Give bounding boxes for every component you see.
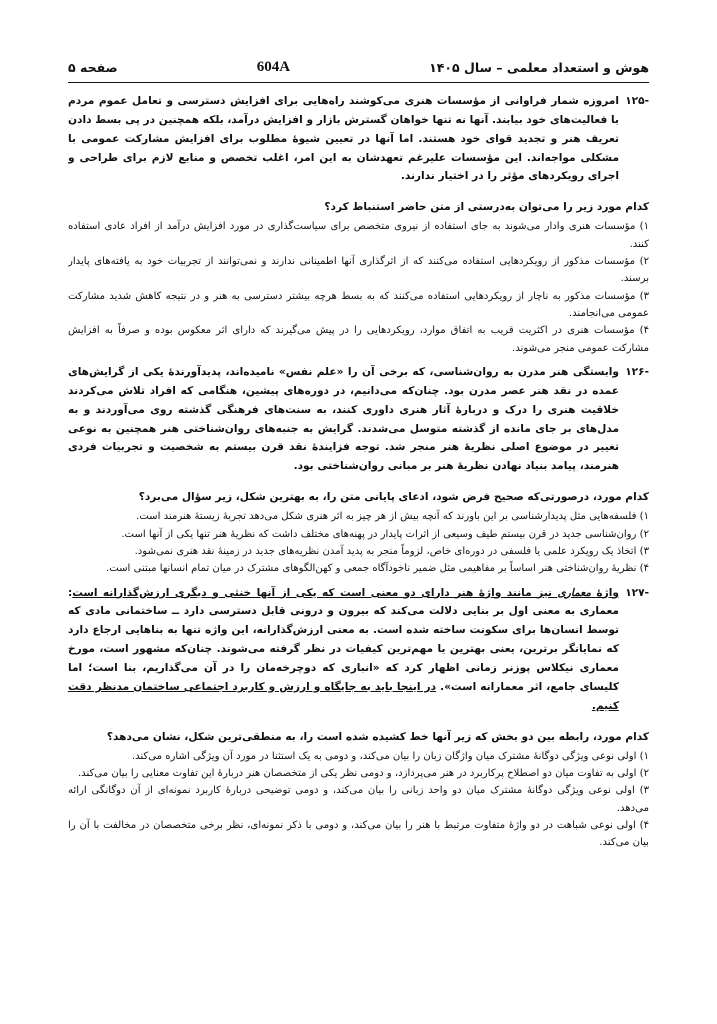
answer-option-2[interactable]: ۲) روان‌شناسی جدید در قرن بیستم طیف وسیعی از اثرات پایدار در پهنه‌های مختلف داشت که نظریهٔ هنر تنها یکی از آنها است. <box>121 528 649 540</box>
answer-option-3[interactable]: ۳) مؤسسات مذکور به ناچار از رویکردهایی استفاده می‌کنند که به بسط هرچه بیشتر دسترسی به هنر و در نتیجه کاهش شدید مشارکت عمومی می‌انجامند. <box>68 290 649 320</box>
questions-container <box>68 92 649 994</box>
answer-options <box>68 218 649 357</box>
answer-option-4[interactable]: ۴) نظریهٔ روان‌شناختی هنر اساساً بر مفاهیمی مثل ضمیر ناخودآگاه جمعی و کهن‌الگوهای مشترک در میان تمام انسانها مبتنی است. <box>105 563 649 575</box>
question-126 <box>68 363 649 578</box>
question-stem: کدام مورد زیر را می‌توان به‌درستی از متن حاضر استنباط کرد؟ <box>324 201 649 214</box>
answer-option-1[interactable]: ۱) مؤسسات هنری وادار می‌شوند به جای استفاده از نیروی متخصص برای سیاست‌گذاری در مورد افزایش درآمد از افراد عادی استفاده کنند. <box>68 221 649 250</box>
booklet-code: 604A <box>256 58 291 75</box>
question-127 <box>68 584 649 852</box>
exam-title: هوش و استعداد معلمی – سال ۱۴۰۵ <box>429 59 649 75</box>
answer-options <box>68 748 649 852</box>
answer-option-3[interactable]: ۳) اتخاذ یک رویکرد علمی یا فلسفی در دوره‌ای خاص، لزوماً منجر به پدید آمدن نظریه‌های جدید در زمینهٔ نقد هنری نمی‌شود. <box>134 545 649 557</box>
question-passage <box>68 584 649 716</box>
page-number: صفحه ۵ <box>68 59 118 75</box>
question-125 <box>68 92 649 357</box>
answer-option-2[interactable]: ۲) اولی به تفاوت میان دو اصطلاح پرکاربرد در هنر می‌پردازد، و دومی نظر یکی از متخصصان هنر دربارهٔ این تفاوت معنایی را بیان می‌کند. <box>77 767 649 779</box>
passage-text: وابستگی هنر مدرن به روان‌شناسی، که برخی آن را «علم نفس» نامیده‌اند، پدیدآورندهٔ یکی از گرایش‌های عمده در نقد هنر عصر مدرن بود. چنان‌که می‌دانیم، در دوره‌های پیشین، هنگامی که افراد تلاش می‌کردند خلاقیت هنری را درک و دربارهٔ آثار هنری داوری کنند، به سنت‌های فرهنگی گذشته روی می‌آوردند و به مدل‌های بر جای مانده از گذشته متوسل می‌شدند. گرایش به جنبه‌های روان‌شناختی هنر همچنین به نوعی تغییر در موضوع اصلی نظریهٔ هنر منجر شد. توجه فزایندهٔ نقد قرن بیستم به شخصیت و تجربیات فردی هنرمند، پیامد بنیاد نهادن نظریهٔ هنر بر مبانی روان‌شناختی بود. <box>68 366 619 473</box>
answer-options <box>68 508 649 577</box>
answer-option-4[interactable]: ۴) مؤسسات هنری در اکثریت قریب به اتفاق موارد، رویکردهایی را در پیش می‌گیرند که دارای اثر معکوس بوده و صرفاً به افزایش مشارکت عمومی منجر می‌شوند. <box>68 325 649 354</box>
passage-text: امروزه شمار فراوانی از مؤسسات هنری می‌کوشند راه‌هایی برای افزایش دسترسی و تعامل عموم مردم با فعالیت‌های خود بیابند. آنها نه تنها خواهان گسترش بازار و افزایش درآمد، بلکه همچنین در پی بسط دادن تعریف هنر و تجدید قوای خود هستند. اما آنها در تعیین شیوهٔ مطلوب برای افزایش مشارکت عمومی با مشکلی مواجه‌اند. این مؤسسات علیرغم تعهدشان به این امر، اغلب تخصص و منابع لازم برای طراحی و اجرای رویکردهای مؤثر را در اختیار ندارند. <box>68 95 619 183</box>
question-passage <box>68 92 649 186</box>
question-number: -۱۲۶ <box>625 366 649 379</box>
answer-option-2[interactable]: ۲) مؤسسات مذکور از رویکردهایی استفاده می‌کنند که از اثرگذاری آنها اطمینانی ندارند و نمی‌توانند از تجربیات خود به یافته‌های پایدار برسند. <box>68 255 649 285</box>
passage-text: واژهٔ <box>591 586 619 599</box>
question-stem: کدام مورد، درصورتی‌که صحیح فرض شود، ادعای پایانی متن را، به بهترین شکل، زیر سؤال می‌برد؟ <box>138 491 649 504</box>
passage-text: نیز مانند واژهٔ هنر دارای دو معنی است که یکی از آنها خنثی و دیگری ارزش‌گذارانه است <box>72 586 558 599</box>
question-stem: کدام مورد، رابطه بین دو بخش که زیر آنها خط کشیده شده است را، به منطقی‌ترین شکل، نشان می‌دهد؟ <box>106 730 649 743</box>
answer-option-1[interactable]: ۱) فلسفه‌هایی مثل پدیدارشناسی بر این باورند که آنچه بیش از هر چیز به اثر هنری شکل می‌دهد تجربهٔ زیستهٔ هنرمند است. <box>136 511 649 523</box>
answer-option-1[interactable]: ۱) اولی نوعی ویژگی دوگانهٔ مشترک میان واژگان زبان را بیان می‌کند، و دومی به یک استثنا در مورد آن ویژگی اشاره می‌کند. <box>131 750 649 762</box>
passage-term: معماری <box>557 586 591 599</box>
page-header <box>68 56 649 78</box>
answer-option-3[interactable]: ۳) اولی نوعی ویژگی دوگانهٔ مشترک میان دو واحد زبانی را بیان می‌کند، و دومی توضیحی دربارهٔ کاربرد نمونه‌ای از آن دوگانگی ارائه می‌دهد. <box>68 785 649 814</box>
underlined-segment-2: در اینجا باید به جایگاه و ارزش و کاربرد اجتماعی ساختمان مدنظر دقت کنیم. <box>68 680 619 712</box>
question-number: -۱۲۷ <box>625 586 649 599</box>
underlined-segment-1 <box>72 587 619 599</box>
question-number: -۱۲۵ <box>625 95 649 107</box>
question-passage <box>68 363 649 476</box>
answer-option-4[interactable]: ۴) اولی نوعی شباهت در دو واژهٔ متفاوت مرتبط با هنر را بیان می‌کند، و دومی با ذکر نمونه‌ای، نظر برخی متخصصان در مخالفت با آن را بیان می‌کند. <box>68 819 649 849</box>
header-divider <box>68 82 649 83</box>
passage-text: : معماری به معنی اول بر بنایی دلالت می‌کند که بیرون و درونی قابل دسترسی دارد ــ ساختمانی مادی که توسط انسان‌ها برای سکونت ساخته شده است. به معنی ارزش‌گذارانه، این واژه تنها به بناهایی ارجاع دارد که نمایانگر برترین، یعنی بهترین یا مهم‌ترین کیفیات در نظر گرفته می‌شوند. چنان‌که مشهور است، مورخ معماری نیکلاس پوزنر زمانی اظهار کرد که «انباری که دوچرخه‌مان را در آن می‌گذاریم، بنا است؛ اما کلیسای جامع، اثر معمارانه است». <box>68 586 619 693</box>
